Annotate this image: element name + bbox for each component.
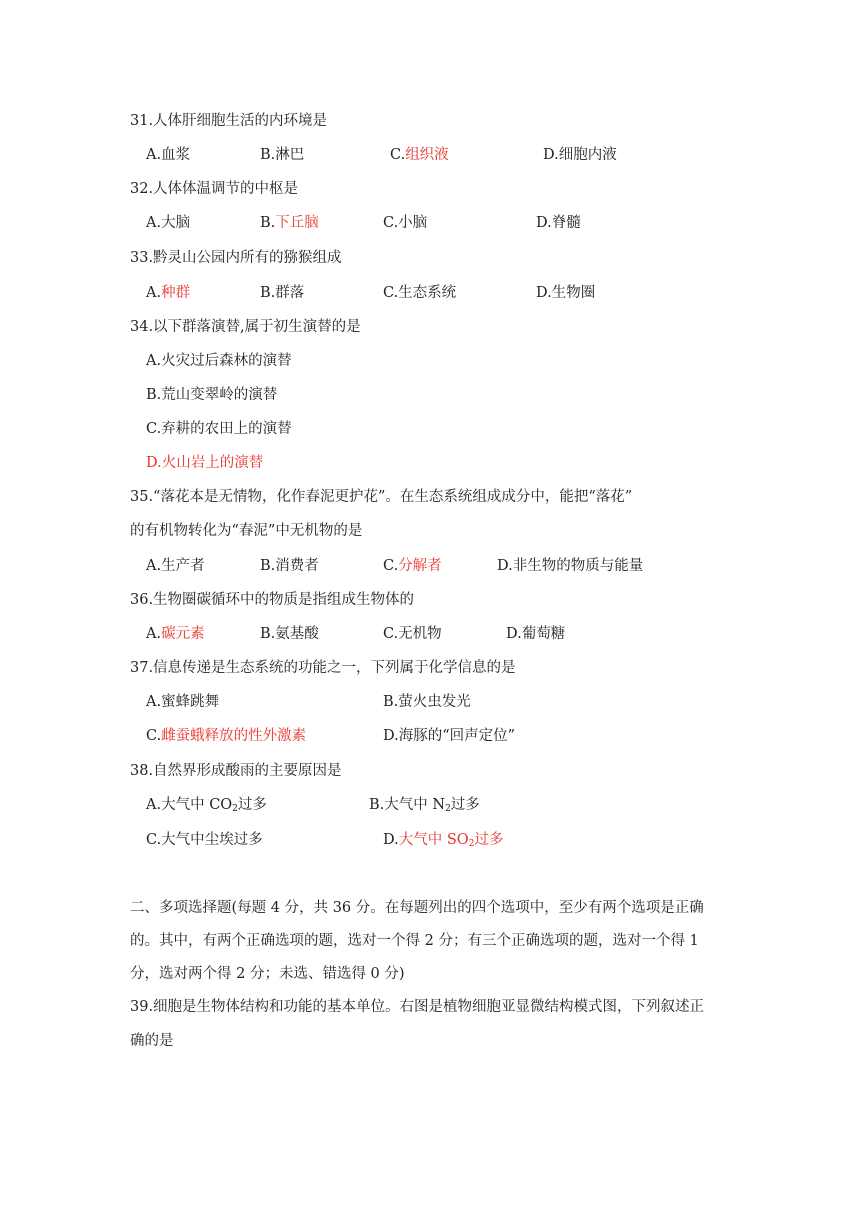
q34-stem: 34.以下群落演替,属于初生演替的是: [130, 319, 361, 335]
q38-option-a-tail: 过多: [237, 797, 267, 813]
q32-option-d: D.脊髓: [536, 215, 581, 231]
q35-answer: 分解者: [398, 558, 442, 574]
q39-stem-line2: 确的是: [130, 1033, 174, 1049]
q35-option-d: D.非生物的物质与能量: [497, 558, 644, 574]
q38-option-d: [383, 830, 503, 850]
q32-option-a: A.大脑: [146, 215, 191, 231]
q35-option-a: A.生产者: [146, 558, 205, 574]
q35-stem-line1: 35.“落花本是无情物，化作春泥更护花”。在生态系统组成成分中，能把“落花”: [130, 489, 633, 505]
q38-option-d-prefix: D.: [383, 832, 399, 848]
q36-answer: 碳元素: [161, 626, 205, 642]
q36-stem: 36.生物圈碳循环中的物质是指组成生物体的: [130, 592, 415, 608]
q37-option-d: D.海豚的“回声定位”: [383, 728, 516, 744]
q38-option-b-text: B.大气中 N: [369, 797, 446, 813]
q35-option-c: [383, 556, 442, 576]
q31-answer: 组织液: [405, 147, 449, 163]
q38-option-b-tail: 过多: [450, 797, 480, 813]
q37-option-b: B.萤火虫发光: [383, 694, 471, 710]
q33-option-a-prefix: A.: [146, 285, 162, 301]
q38-option-a: [146, 795, 267, 815]
q32-option-c: C.小脑: [383, 215, 428, 231]
q31-option-b: B.淋巴: [260, 147, 305, 163]
section2-instructions-line1: 二、多项选择题(每题 4 分，共 36 分。在每题列出的四个选项中，至少有两个选项是正确: [130, 900, 704, 916]
q37-option-a: A.蜜蜂跳舞: [146, 694, 220, 710]
q38-answer-text: 大气中 SO: [398, 832, 469, 848]
q38-answer-subscript: 2: [468, 839, 475, 849]
q33-answer: 种群: [161, 285, 191, 301]
q36-option-a: [146, 624, 205, 644]
q38-option-c: C.大气中尘埃过多: [146, 832, 263, 848]
q36-option-c: C.无机物: [383, 626, 442, 642]
q37-option-c: [146, 726, 306, 746]
q31-option-a: A.血浆: [146, 147, 191, 163]
q31-option-d: D.细胞内液: [543, 147, 617, 163]
q38-option-b: [369, 795, 480, 815]
q38-option-a-text: A.大气中 CO: [146, 797, 233, 813]
q34-option-c: C.弃耕的农田上的演替: [146, 421, 292, 437]
q34-answer: D.火山岩上的演替: [146, 455, 264, 471]
q33-option-c: C.生态系统: [383, 285, 457, 301]
q32-answer: 下丘脑: [275, 215, 319, 231]
q38-stem: 38.自然界形成酸雨的主要原因是: [130, 763, 342, 779]
q33-stem: 33.黔灵山公园内所有的猕猴组成: [130, 250, 342, 266]
q38-answer: [399, 832, 504, 848]
q35-option-c-prefix: C.: [383, 558, 399, 574]
q36-option-b: B.氨基酸: [260, 626, 319, 642]
q38-option-a-subscript: 2: [232, 804, 238, 814]
q39-stem-line1: 39.细胞是生物体结构和功能的基本单位。右图是植物细胞亚显微结构模式图，下列叙述正: [130, 999, 705, 1015]
q38-answer-tail: 过多: [474, 832, 504, 848]
q35-stem-line2: 的有机物转化为“春泥”中无机物的是: [130, 523, 363, 539]
q32-option-b: [260, 213, 319, 233]
q33-option-d: D.生物圈: [536, 285, 596, 301]
q31-stem: 31.人体肝细胞生活的内环境是: [130, 113, 328, 129]
q32-stem: 32.人体体温调节的中枢是: [130, 181, 299, 197]
section2-instructions-line3: 分，选对两个得 2 分；未选、错选得 0 分): [130, 966, 405, 982]
q33-option-b: B.群落: [260, 285, 305, 301]
q33-option-a: [146, 283, 190, 303]
q38-option-b-subscript: 2: [445, 804, 451, 814]
q37-option-c-prefix: C.: [146, 728, 162, 744]
q37-answer: 雌蚕蛾释放的性外激素: [161, 728, 307, 744]
q37-stem: 37.信息传递是生态系统的功能之一，下列属于化学信息的是: [130, 660, 516, 676]
section2-instructions-line2: 的。其中，有两个正确选项的题，选对一个得 2 分；有三个正确选项的题，选对一个得 1: [130, 933, 699, 949]
q31-option-c-prefix: C.: [390, 147, 406, 163]
q31-option-c: [390, 145, 449, 165]
q34-option-a: A.火灾过后森林的演替: [146, 353, 292, 369]
q32-option-b-prefix: B.: [260, 215, 276, 231]
q36-option-d: D.葡萄糖: [506, 626, 566, 642]
q36-option-a-prefix: A.: [146, 626, 162, 642]
q34-option-b: B.荒山变翠岭的演替: [146, 387, 278, 403]
q35-option-b: B.消费者: [260, 558, 319, 574]
